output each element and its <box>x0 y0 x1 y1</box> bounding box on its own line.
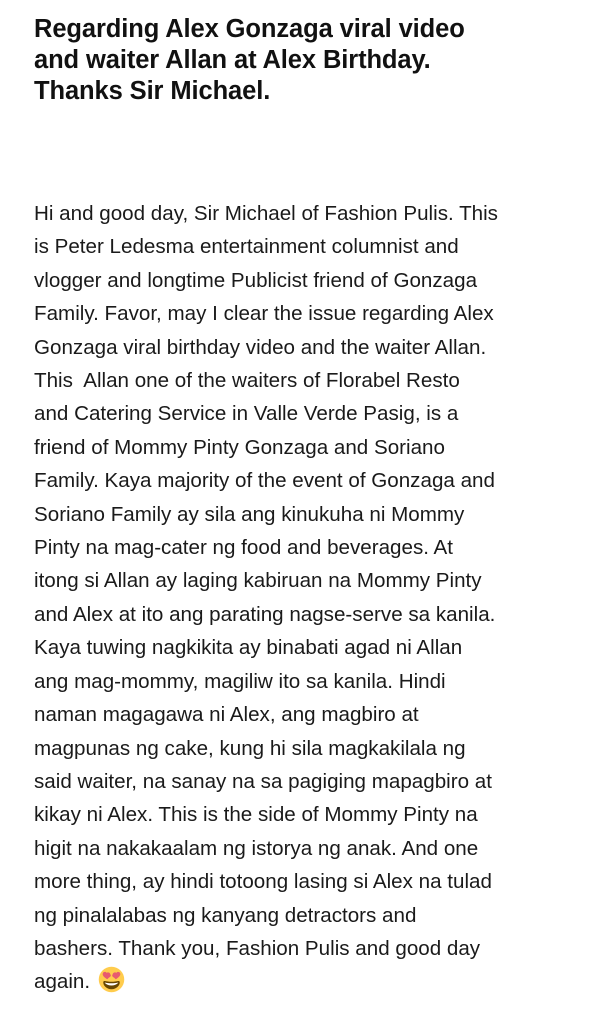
body-line: and Catering Service in Valle Verde Pasig, is a <box>34 402 459 426</box>
body-line: kikay ni Alex. This is the side of Mommy Pinty na <box>34 803 478 827</box>
body-line: Soriano Family ay sila ang kinukuha ni Mommy <box>34 502 465 526</box>
note-title <box>34 14 574 107</box>
body-line: magpunas ng cake, kung hi sila magkakilala ng <box>34 736 466 760</box>
body-line: ang mag-mommy, magiliw ito sa kanila. Hindi <box>34 669 446 693</box>
body-line: This Allan one of the waiters of Florabel Resto <box>34 369 460 393</box>
note-title-line: Regarding Alex Gonzaga viral video <box>34 15 465 43</box>
body-line: said waiter, na sanay na sa pagiging mapagbiro at <box>34 769 492 793</box>
body-line: itong si Allan ay laging kabiruan na Mommy Pinty <box>34 569 482 593</box>
body-line: vlogger and longtime Publicist friend of Gonzaga <box>34 268 478 292</box>
body-line: Kaya tuwing nagkikita ay binabati agad ni Allan <box>34 636 463 660</box>
note-title-line: Thanks Sir Michael. <box>34 77 271 105</box>
body-line: is Peter Ledesma entertainment columnist and <box>34 235 459 259</box>
body-line: ng pinalalabas ng kanyang detractors and <box>34 903 417 927</box>
body-line: Gonzaga viral birthday video and the waiter Allan. <box>34 335 487 359</box>
body-line: Pinty na mag-cater ng food and beverages. At <box>34 536 454 560</box>
note-body <box>34 197 584 999</box>
body-line: higit na nakakaalam ng istorya ng anak. And one <box>34 836 479 860</box>
body-line: and Alex at ito ang parating nagse-serve sa kanila. <box>34 602 496 626</box>
body-line: more thing, ay hindi totoong lasing si Alex na tulad <box>34 870 492 894</box>
body-line: friend of Mommy Pinty Gonzaga and Soriano <box>34 435 445 459</box>
body-line-last <box>34 965 584 998</box>
note-title-line: and waiter Allan at Alex Birthday. <box>34 46 431 74</box>
heart-eyes-emoji-icon <box>98 966 125 993</box>
body-line: Family. Kaya majority of the event of Gonzaga and <box>34 469 495 493</box>
body-line: bashers. Thank you, Fashion Pulis and good day <box>34 936 481 960</box>
body-line: naman magagawa ni Alex, ang magbiro at <box>34 703 419 727</box>
body-line: Family. Favor, may I clear the issue regarding Alex <box>34 302 494 326</box>
body-line-text: again. <box>34 970 91 994</box>
body-line: Hi and good day, Sir Michael of Fashion Pulis. This <box>34 202 498 225</box>
